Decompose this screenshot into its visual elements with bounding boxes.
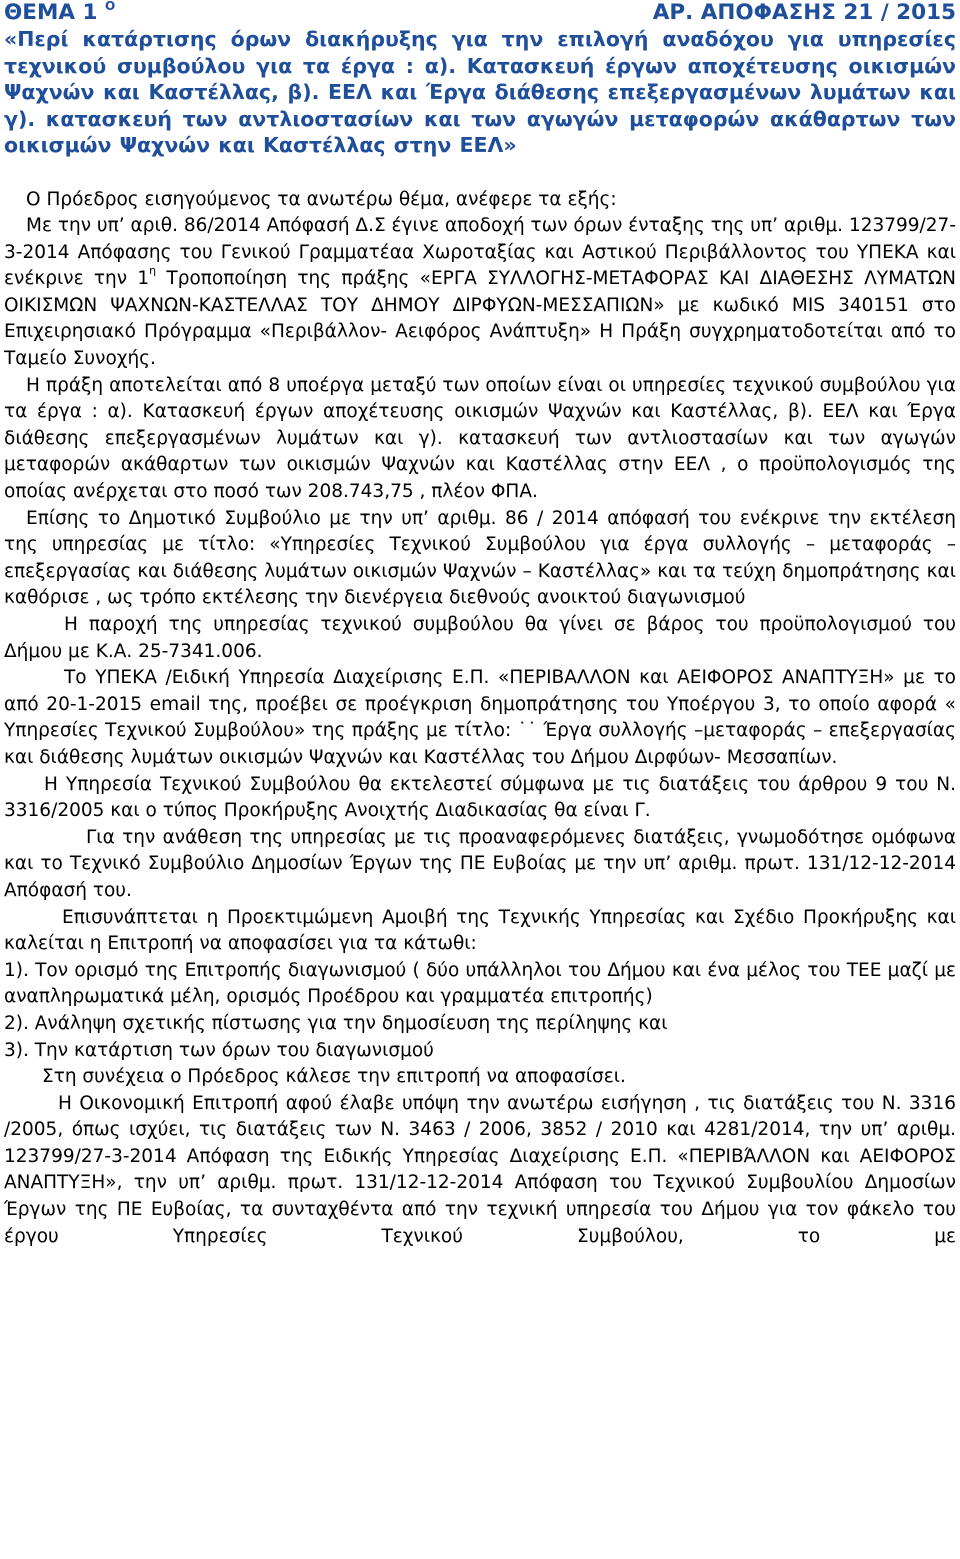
list-item-credit: 2). Ανάληψη σχετικής πίστωσης για την δημοσίευση της περίληψης και	[4, 1012, 668, 1034]
paragraph-invite: Στη συνέχεια ο Πρόεδρος κάλεσε την επιτροπή να αποφασίσει.	[42, 1066, 626, 1088]
spacer	[4, 159, 956, 187]
paragraph-ypeka: Το ΥΠΕΚΑ /Ειδική Υπηρεσία Διαχείρισης Ε.Π. «ΠΕΡΙΒΑΛΛΟΝ και ΑΕΙΦΟΡΟΣ ΑΝΑΠΤΥΞΗ» με το από 20-1-2015 email της, προέβει σε προέγκριση δημοπράτησης του Υποέργου 3, το οποίο αφορά « Υπηρεσίες Τεχνικού Συμβούλου» της πράξης με τίτλο: ˙˙ Έργα συλλογής –μεταφοράς – επεξεργασίας και διάθεσης λυμάτων οικισμών Ψαχνών και Καστέλλας του Δήμου Διρφύων- Μεσσαπίων.	[4, 667, 956, 768]
paragraph-attachments: Επισυνάπτεται η Προεκτιμώμενη Αμοιβή της Τεχνικής Υπηρεσίας και Σχέδιο Προκήρυξης και καλείται η Επιτροπή να αποφασίσει για τα κάτωθι:	[4, 906, 956, 955]
paragraph-law: Η Υπηρεσία Τεχνικού Συμβούλου θα εκτελεστεί σύμφωνα με τις διατάξεις του άρθρου 9 του Ν. 3316/2005 και ο τύπος Προκήρυξης Ανοιχτής Διαδικασίας θα είναι Γ.	[4, 773, 956, 822]
paragraph-council-approval: Επίσης το Δημοτικό Συμβούλιο με την υπ’ αριθμ. 86 / 2014 απόφασή του ενέκρινε την εκτέλεση της υπηρεσίας με τίτλο: «Υπηρεσίες Τεχνικού Συμβούλου για έργα συλλογής – μεταφοράς – επεξεργασίας και διάθεσης λυμάτων οικισμών Ψαχνών – Καστέλλας» και τα τεύχη δημοπράτησης και καθόρισε , ως τρόπο εκτέλεσης την διενέργεια διεθνούς ανοικτού διαγωνισμού	[4, 507, 956, 609]
list-item-committee: 1). Τον ορισμό της Επιτροπής διαγωνισμού ( δύο υπάλληλοι του Δήμου και ένα μέλος του ΤΕΕ μαζί με αναπληρωματικά μέλη, ορισμός Προέδρου και γραμματέα επιτροπής)	[4, 959, 956, 1008]
paragraph-budget: Η παροχή της υπηρεσίας τεχνικού συμβούλου θα γίνει σε βάρος του προϋπολογισμού του Δήμου με Κ.Α. 25-7341.006.	[4, 614, 956, 662]
list-item-terms: 3). Την κατάρτιση των όρων του διαγωνισμού	[4, 1039, 434, 1061]
paragraph-committee-decision: Η Οικονομική Επιτροπή αφού έλαβε υπόψη την ανωτέρω εισήγηση , τις διατάξεις του Ν. 3316 /2005, όπως ισχύει, τις διατάξεις των Ν. 3463 / 2006, 3852 / 2010 και 4281/2014, την υπ’ αριθμ. 123799/27-3-2014 Απόφαση της Ειδικής Υπηρεσίας Διαχείρισης Ε.Π. «ΠΕΡΙΒΆΛΛΟΝ και ΑΕΙΦΟΡΟΣ ΑΝΑΠΤΥΞΗ», την υπ’ αριθμ. πρωτ. 131/12-12-2014 Απόφαση του Τεχνικού Συμβουλίου Δημοσίων Έργων της ΠΕ Ευβοίας, τα συνταχθέντα από την τεχνική υπηρεσία του Δήμου για τον φάκελο του έργου Υπηρεσίες Τεχνικού Συμβούλου, το με	[4, 1092, 956, 1247]
theme-heading: ΘΕΜΑ 1 $^O$	[4, 0, 116, 25]
paragraph-intro: Ο Πρόεδρος εισηγούμενος τα ανωτέρω θέμα, ανέφερε τα εξής:	[26, 188, 617, 210]
document-page	[4, 0, 956, 1250]
subject-title: «Περί κατάρτισης όρων διακήρυξης για την επιλογή αναδόχου για υπηρεσίες τεχνικού συμβούλου για τα έργα : α). Κατασκευή έργων αποχέτευσης οικισμών Ψαχνών και Καστέλλας, β). ΕΕΛ και Έργα διάθεσης επεξεργασμένων λυμάτων και γ). κατασκευή των αντλιοστασίων και των αγωγών μεταφορών ακάθαρτων των οικισμών Ψαχνών και Καστέλλας στην ΕΕΛ»	[4, 27, 956, 157]
paragraph-decision-86: Με την υπ’ αριθ. 86/2014 Απόφασή Δ.Σ έγινε αποδοχή των όρων ένταξης της υπ’ αριθμ. 123799/27-3-2014 Απόφασης του Γενικού Γραμματέαα Χωροταξίας και Αστικού Περιβάλλοντος του ΥΠΕΚΑ και ενέκρινε την $1^\eta$ Τροποποίηση της πράξης «ΕΡΓΑ ΣΥΛΛΟΓΗΣ-ΜΕΤΑΦΟΡΑΣ ΚΑΙ ΔΙΑΘΕΣΗΣ ΛΥΜΑΤΩΝ ΟΙΚΙΣΜΩΝ ΨΑΧΝΩΝ-ΚΑΣΤΕΛΛΑΣ ΤΟΥ ΔΗΜΟΥ ΔΙΡΦΥΩΝ-ΜΕΣΣΑΠΙΩΝ» με κωδικό MIS 340151 στο Επιχειρησιακό Πρόγραμμα «Περιβάλλον- Αειφόρος Ανάπτυξη» Η Πράξη συγχρηματοδοτείται από το Ταμείο Συνοχής.	[4, 215, 956, 370]
paragraph-subprojects: Η πράξη αποτελείται από 8 υποέργα μεταξύ των οποίων είναι οι υπηρεσίες τεχνικού συμβούλου για τα έργα : α). Κατασκευή έργων αποχέτευσης οικισμών Ψαχνών και Καστέλλας, β). ΕΕΛ και Έργα διάθεσης επεξεργασμένων λυμάτων και γ). κατασκευή των αντλιοστασίων και των αγωγών μεταφορών ακάθαρτων των οικισμών Ψαχνών και Καστέλλας στην ΕΕΛ , ο προϋπολογισμός της οποίας ανέρχεται στο ποσό των 208.743,75 , πλέον ΦΠΑ.	[4, 374, 956, 503]
decision-number: ΑΡ. ΑΠΟΦΑΣΗΣ 21 / 2015	[652, 0, 956, 25]
document-header	[4, 0, 956, 26]
paragraph-technical-council: Για την ανάθεση της υπηρεσίας με τις προαναφερόμενες διατάξεις, γνωμοδότησε ομόφωνα και το Τεχνικό Συμβούλιο Δημοσίων Έργων της ΠΕ Ευβοίας με την υπ’ αριθμ. πρωτ. 131/12-12-2014 Απόφασή του.	[4, 826, 956, 901]
